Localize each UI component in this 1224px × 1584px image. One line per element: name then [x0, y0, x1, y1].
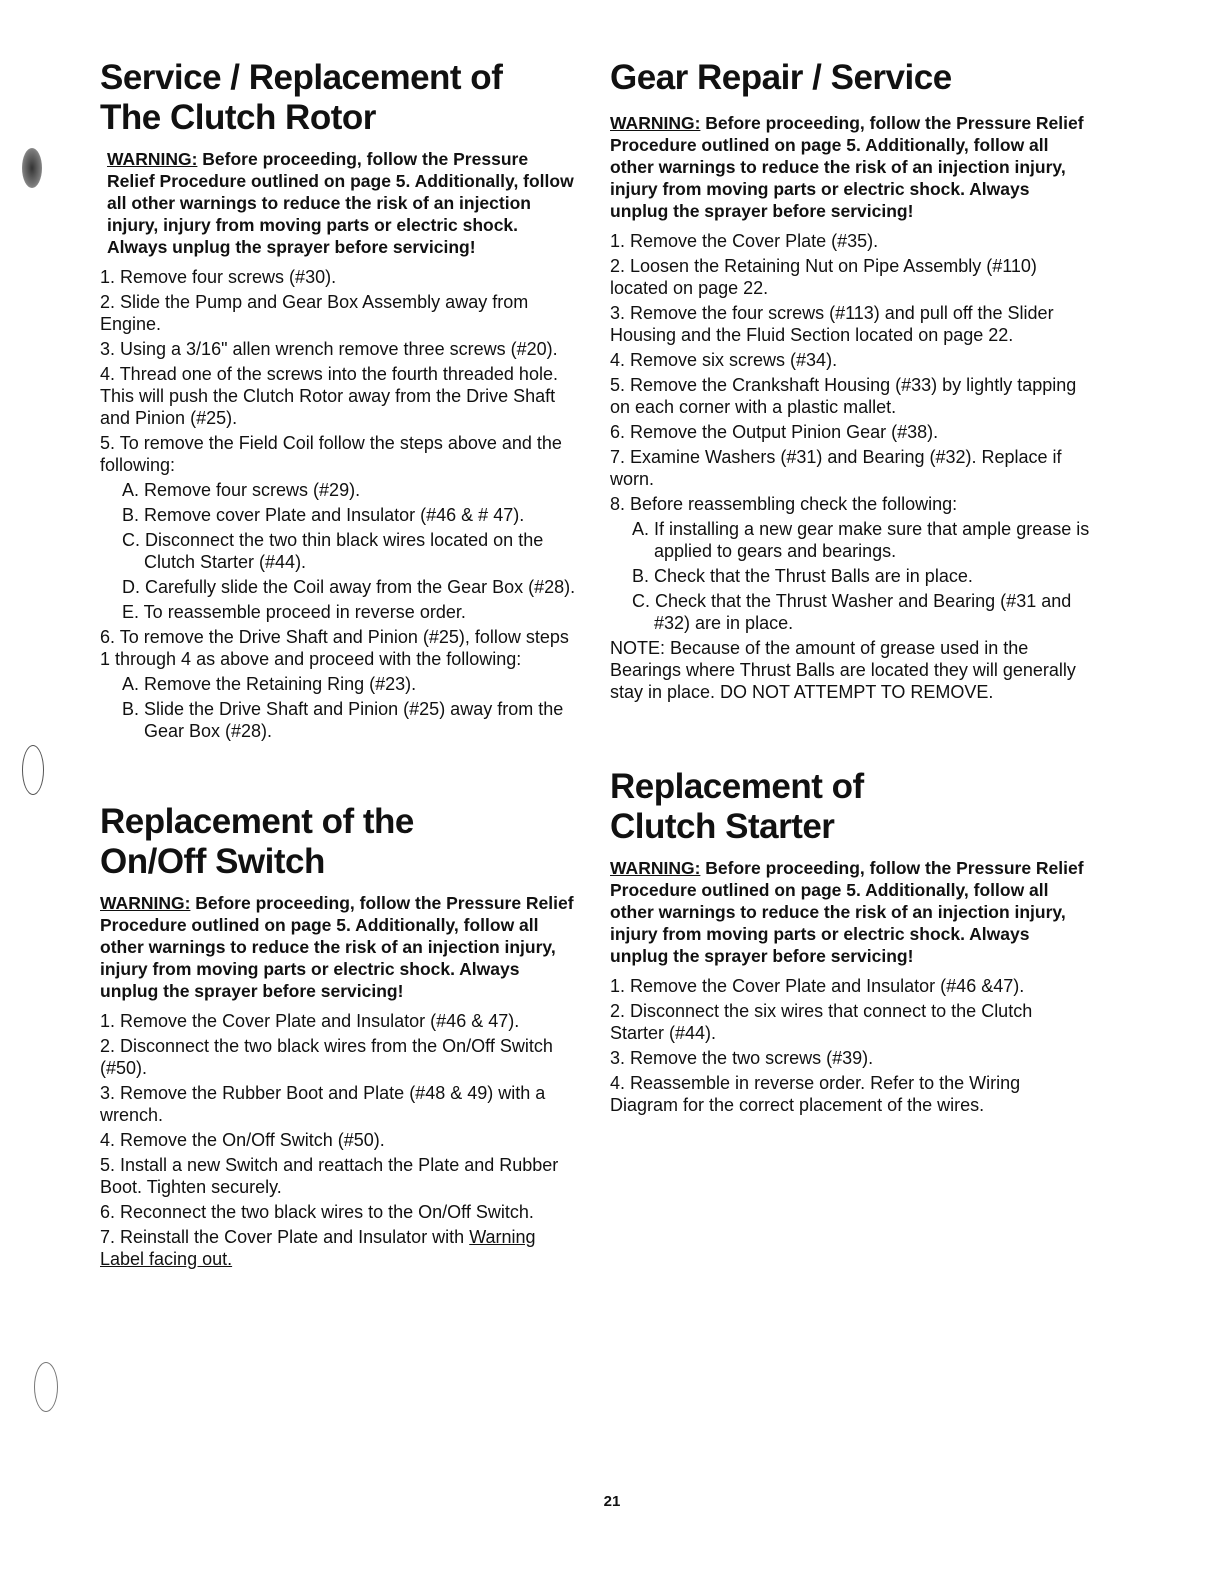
step: 4. Remove the On/Off Switch (#50). — [100, 1130, 385, 1150]
warning-text: WARNING: Before proceeding, follow the Pressure Relief Procedure outlined on page 5. Additionally, follow all other warnings to reduce the risk of an injection injury, injury from moving parts or electric shock. Always unplug the sprayer before servicing! — [610, 858, 1084, 966]
section-title: Replacement of the On/Off Switch — [100, 802, 414, 881]
section-title: Replacement of Clutch Starter — [610, 767, 864, 846]
step: 5. Install a new Switch and reattach the Plate and Rubber Boot. Tighten securely. — [100, 1155, 559, 1197]
step: 1. Remove the Cover Plate and Insulator (#46 & 47). — [100, 1011, 520, 1031]
step: 3. Remove the Rubber Boot and Plate (#48 & 49) with a wrench. — [100, 1083, 546, 1125]
sub-step: E. To reassemble proceed in reverse order. — [122, 602, 466, 622]
step: 1. Remove the Cover Plate and Insulator (#46 &47). — [610, 976, 1025, 996]
warning-text: WARNING: Before proceeding, follow the Pressure Relief Procedure outlined on page 5. Additionally, follow all other warnings to reduce the risk of an injection injury, injury from moving parts or electric shock. Always unplug the sprayer before servicing! — [100, 893, 574, 1001]
section-onoff-switch — [100, 802, 580, 1270]
sub-step: C. Check that the Thrust Washer and Bearing (#31 and #32) are in place. — [632, 591, 1072, 633]
step: 8. Before reassembling check the following: — [610, 494, 958, 514]
left-column — [100, 58, 580, 1273]
step: 2. Loosen the Retaining Nut on Pipe Assembly (#110) located on page 22. — [610, 256, 1037, 298]
sub-step: B. Check that the Thrust Balls are in place. — [632, 566, 973, 586]
section-clutch-starter — [610, 767, 1090, 1116]
step: 3. Using a 3/16" allen wrench remove three screws (#20). — [100, 339, 558, 359]
right-column — [610, 58, 1090, 1119]
warning-text: WARNING: Before proceeding, follow the Pressure Relief Procedure outlined on page 5. Additionally, follow all other warnings to reduce the risk of an injection injury, injury from moving parts or electric shock. Always unplug the sprayer before servicing! — [107, 149, 574, 257]
step: 4. Remove six screws (#34). — [610, 350, 838, 370]
sub-step: B. Slide the Drive Shaft and Pinion (#25) away from the Gear Box (#28). — [122, 699, 564, 741]
step: 3. Remove the two screws (#39). — [610, 1048, 874, 1068]
step: 2. Slide the Pump and Gear Box Assembly away from Engine. — [100, 292, 529, 334]
step: 1. Remove four screws (#30). — [100, 267, 337, 287]
step: 6. Remove the Output Pinion Gear (#38). — [610, 422, 939, 442]
page-number: 21 — [603, 1493, 621, 1510]
sub-step: A. If installing a new gear make sure that ample grease is applied to gears and bearings. — [632, 519, 1090, 561]
section-clutch-rotor — [100, 58, 580, 742]
step: 4. Reassemble in reverse order. Refer to the Wiring Diagram for the correct placement of the wires. — [610, 1073, 1021, 1115]
section-title: Service / Replacement of The Clutch Rotor — [100, 58, 503, 137]
step: 2. Disconnect the two black wires from the On/Off Switch (#50). — [100, 1036, 553, 1078]
section-title: Gear Repair / Service — [610, 58, 952, 97]
step: 6. To remove the Drive Shaft and Pinion (#25), follow steps 1 through 4 as above and proceed with the following: — [100, 627, 569, 669]
step: 5. Remove the Crankshaft Housing (#33) by lightly tapping on each corner with a plastic mallet. — [610, 375, 1077, 417]
step: 4. Thread one of the screws into the fourth threaded hole. This will push the Clutch Rotor away from the Drive Shaft and Pinion (#25). — [100, 364, 558, 428]
step: 2. Disconnect the six wires that connect to the Clutch Starter (#44). — [610, 1001, 1033, 1043]
sub-step: A. Remove the Retaining Ring (#23). — [122, 674, 417, 694]
sub-step: C. Disconnect the two thin black wires located on the Clutch Starter (#44). — [122, 530, 544, 572]
punch-hole-middle — [22, 745, 44, 795]
punch-hole-bottom — [34, 1362, 58, 1412]
sub-step: A. Remove four screws (#29). — [122, 480, 361, 500]
step: 1. Remove the Cover Plate (#35). — [610, 231, 879, 251]
section-gear-repair — [610, 58, 1090, 703]
sub-step: B. Remove cover Plate and Insulator (#46 & # 47). — [122, 505, 525, 525]
step: 7. Examine Washers (#31) and Bearing (#32). Replace if worn. — [610, 447, 1062, 489]
punch-hole-top — [22, 148, 42, 188]
sub-step: D. Carefully slide the Coil away from the Gear Box (#28). — [122, 577, 576, 597]
step: 6. Reconnect the two black wires to the On/Off Switch. — [100, 1202, 534, 1222]
note-text: NOTE: Because of the amount of grease used in the Bearings where Thrust Balls are located they will generally stay in place. DO NOT ATTEMPT TO REMOVE. — [610, 638, 1076, 702]
step: 3. Remove the four screws (#113) and pull off the Slider Housing and the Fluid Section located on page 22. — [610, 303, 1054, 345]
step: 7. Reinstall the Cover Plate and Insulator with Warning Label facing out. — [100, 1227, 536, 1269]
step: 5. To remove the Field Coil follow the steps above and the following: — [100, 433, 562, 475]
warning-text: WARNING: Before proceeding, follow the Pressure Relief Procedure outlined on page 5. Additionally, follow all other warnings to reduce the risk of an injection injury, injury from moving parts or electric shock. Always unplug the sprayer before servicing! — [610, 113, 1084, 221]
